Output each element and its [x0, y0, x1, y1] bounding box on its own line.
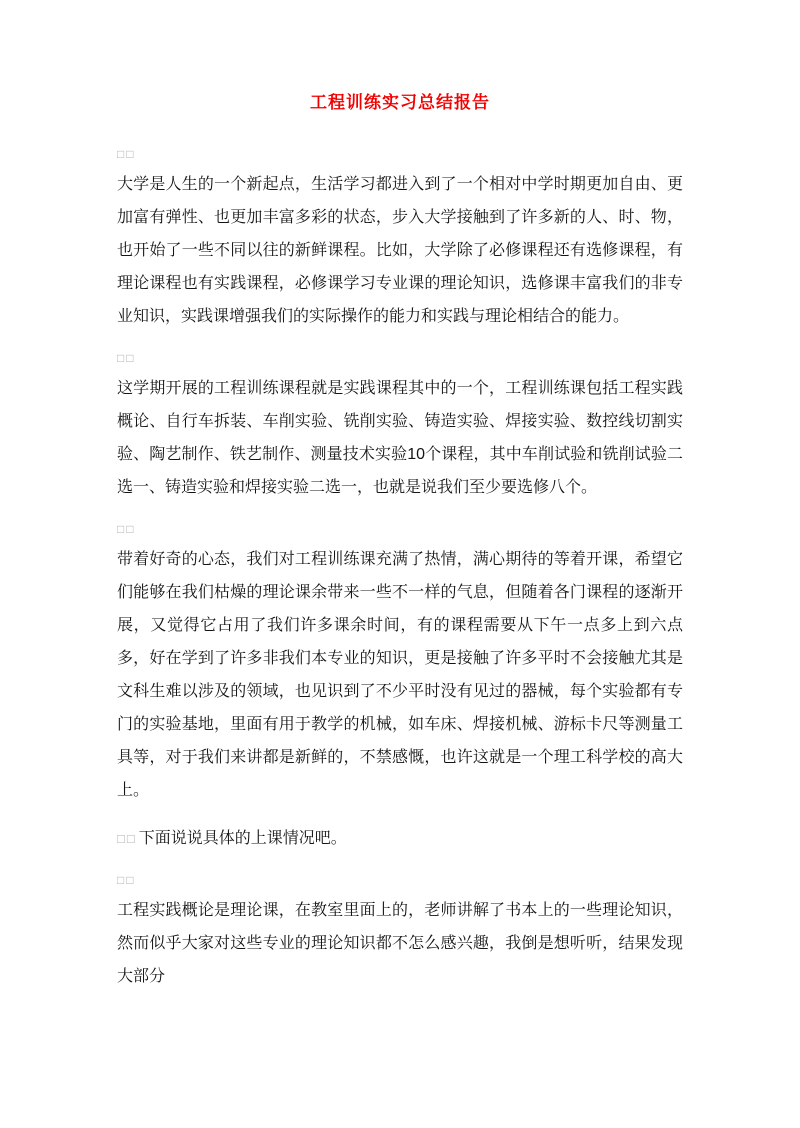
paragraph-marker: □□ [117, 873, 136, 887]
paragraph-block [117, 870, 683, 993]
paragraph-marker: □□ [117, 831, 137, 846]
document-body [117, 144, 683, 993]
paragraph: 大学是人生的一个新起点，生活学习都进入到了一个相对中学时期更加自由、更加富有弹性、也更加丰富多彩的状态，步入大学接触到了许多新的人、时、物，也开始了一些不同以往的新鲜课程。比如，大学除了必修课程还有选修课程，有理论课程也有实践课程，必修课学习专业课的理论知识，选修课丰富我们的非专业知识，实践课增强我们的实际操作的能力和实践与理论相结合的能力。 [117, 176, 683, 325]
paragraph: 这学期开展的工程训练课程就是实践课程其中的一个，工程训练课包括工程实践概论、自行车拆装、车削实验、铣削实验、铸造实验、焊接实验、数控线切割实验、陶艺制作、铁艺制作、测量技术实验10个课程，其中车削试验和铣削试验二选一、铸造实验和焊接实验二选一，也就是说我们至少要选修八个。 [117, 380, 683, 496]
paragraph-marker: □□ [117, 522, 136, 536]
paragraph: 工程实践概论是理论课，在教室里面上的，老师讲解了书本上的一些理论知识，然而似乎大家对这些专业的理论知识都不怎么感兴趣，我倒是想听听，结果发现大部分 [117, 902, 683, 985]
paragraph-text: 下面说说具体的上课情况吧。 [138, 830, 347, 847]
document-page [0, 92, 800, 1128]
paragraph-marker: □□ [117, 147, 136, 161]
paragraph-marker: □□ [117, 351, 136, 365]
paragraph-block [117, 519, 683, 807]
paragraph: 带着好奇的心态，我们对工程训练课充满了热情，满心期待的等着开课，希望它们能够在我们枯燥的理论课余带来一些不一样的气息，但随着各门课程的逐渐开展，又觉得它占用了我们许多课余时间，有的课程需要从下午一点多上到六点多，好在学到了许多非我们本专业的知识，更是接触了许多平时不会接触尤其是文科生难以涉及的领域，也见识到了不少平时没有见过的器械，每个实验都有专门的实验基地，里面有用于教学的机械，如车床、焊接机械、游标卡尺等测量工具等，对于我们来讲都是新鲜的，不禁感慨，也许这就是一个理工科学校的高大上。 [117, 551, 683, 799]
paragraph-block [117, 144, 683, 333]
paragraph [117, 822, 683, 855]
paragraph-block [117, 822, 683, 855]
page-title: 工程训练实习总结报告 [310, 93, 490, 112]
paragraph-block [117, 348, 683, 504]
